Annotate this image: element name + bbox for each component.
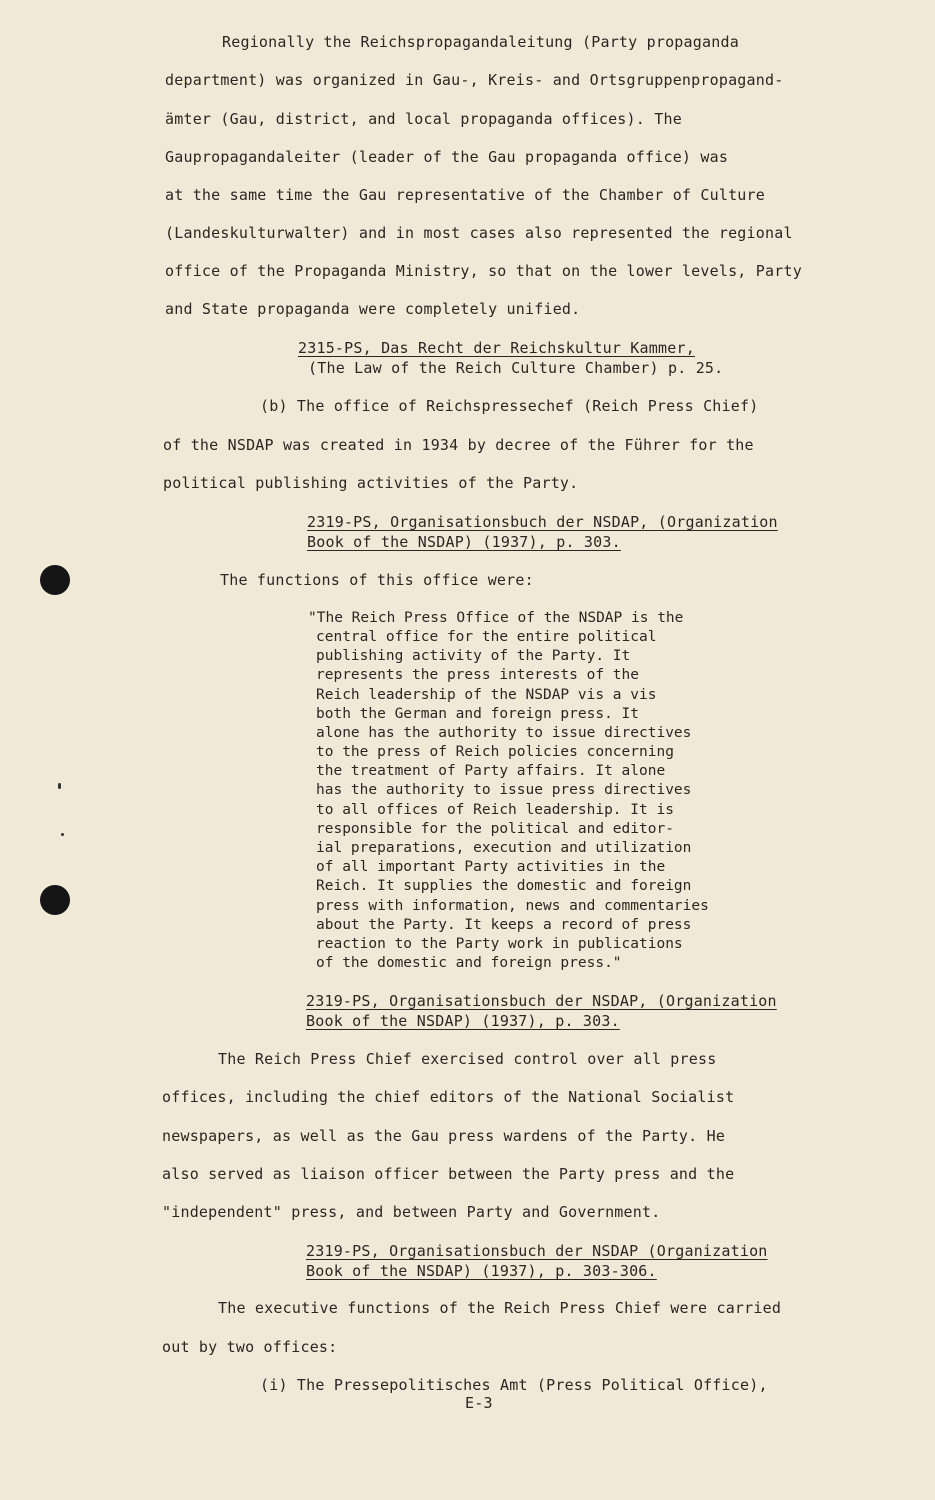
quote-line: the treatment of Party affairs. It alone — [316, 763, 666, 779]
text-line: political publishing activities of the Party. — [163, 474, 579, 492]
citation-line: 2315-PS, Das Recht der Reichskultur Kammer, — [298, 339, 695, 357]
quote-line: alone has the authority to issue directives — [316, 725, 692, 741]
text-line: The executive functions of the Reich Press Chief were carried — [218, 1299, 782, 1317]
text-line: Regionally the Reichspropagandaleitung (Party propaganda — [222, 33, 739, 51]
text-line: of the NSDAP was created in 1934 by decree of the Führer for the — [163, 436, 754, 454]
list-item-i: (i) The Pressepolitisches Amt (Press Political Office), — [260, 1376, 768, 1394]
quote-line: of the domestic and foreign press." — [316, 955, 622, 971]
text-line: (Landeskulturwalter) and in most cases also represented the regional — [165, 224, 793, 242]
text-line: also served as liaison officer between the Party press and the — [162, 1165, 735, 1183]
quote-line: represents the press interests of the — [316, 667, 640, 683]
paper-speck — [61, 833, 64, 836]
citation-line: 2319-PS, Organisationsbuch der NSDAP (Organization — [306, 1242, 768, 1260]
quote-line: publishing activity of the Party. It — [316, 648, 631, 664]
citation-line: 2319-PS, Organisationsbuch der NSDAP, (Organization — [306, 992, 777, 1010]
quote-line: to the press of Reich policies concerning — [316, 744, 674, 760]
quote-line: press with information, news and commentaries — [316, 898, 709, 914]
quote-line: responsible for the political and editor- — [316, 821, 674, 837]
quote-line: about the Party. It keeps a record of press — [316, 917, 692, 933]
quote-line: Reich. It supplies the domestic and foreign — [316, 878, 692, 894]
quote-line: central office for the entire political — [316, 629, 657, 645]
text-line: office of the Propaganda Ministry, so that on the lower levels, Party — [165, 262, 802, 280]
quote-line: ial preparations, execution and utilization — [316, 840, 692, 856]
quote-line: both the German and foreign press. It — [316, 706, 640, 722]
citation-line: Book of the NSDAP) (1937), p. 303. — [307, 533, 621, 551]
punch-hole-top — [40, 565, 70, 595]
functions-intro: The functions of this office were: — [220, 571, 534, 589]
citation-line: 2319-PS, Organisationsbuch der NSDAP, (Organization — [307, 513, 778, 531]
text-line: offices, including the chief editors of the National Socialist — [162, 1088, 735, 1106]
quote-line: Reich leadership of the NSDAP vis a vis — [316, 687, 657, 703]
citation-line: (The Law of the Reich Culture Chamber) p. 25. — [308, 359, 724, 377]
text-line: department) was organized in Gau-, Kreis- and Ortsgruppenpropagand- — [165, 71, 784, 89]
text-line: out by two offices: — [162, 1338, 338, 1356]
text-line: newspapers, as well as the Gau press wardens of the Party. He — [162, 1127, 726, 1145]
quote-line: to all offices of Reich leadership. It is — [316, 802, 674, 818]
text-line: at the same time the Gau representative of the Chamber of Culture — [165, 186, 765, 204]
text-line: "independent" press, and between Party and Government. — [162, 1203, 661, 1221]
quote-line: of all important Party activities in the — [316, 859, 666, 875]
text-line: (b) The office of Reichspressechef (Reich Press Chief) — [260, 397, 759, 415]
text-line: Gaupropagandaleiter (leader of the Gau propaganda office) was — [165, 148, 729, 166]
quote-line: has the authority to issue press directives — [316, 782, 692, 798]
citation-line: Book of the NSDAP) (1937), p. 303. — [306, 1012, 620, 1030]
punch-hole-bottom — [40, 885, 70, 915]
quote-line: "The Reich Press Office of the NSDAP is the — [308, 610, 684, 626]
citation-line: Book of the NSDAP) (1937), p. 303-306. — [306, 1262, 657, 1280]
text-line: and State propaganda were completely unified. — [165, 300, 581, 318]
text-line: ämter (Gau, district, and local propaganda offices). The — [165, 110, 682, 128]
paper-speck — [58, 783, 61, 789]
text-line: The Reich Press Chief exercised control over all press — [218, 1050, 717, 1068]
page-number: E-3 — [465, 1394, 493, 1412]
quote-line: reaction to the Party work in publications — [316, 936, 683, 952]
